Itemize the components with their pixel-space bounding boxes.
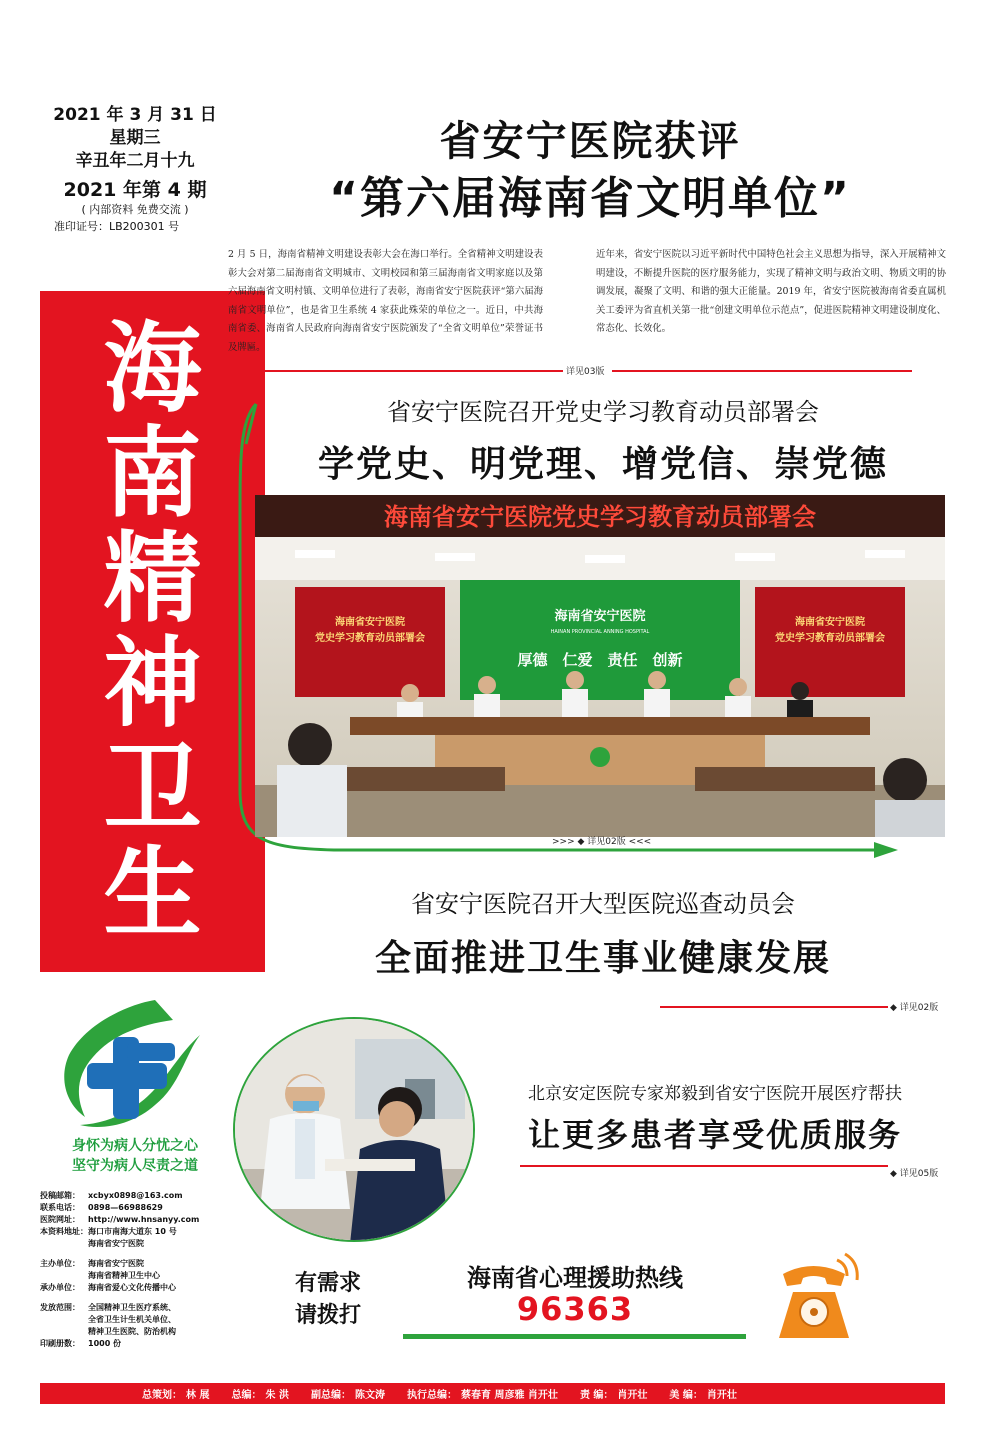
expert-subtitle[interactable]: 北京安定医院专家郑毅到省安宁医院开展医疗帮扶 <box>528 1084 902 1104</box>
permit-number: 准印证号：LB200301 号 <box>54 220 180 233</box>
photo-led-banner-text: 海南省安宁医院党史学习教育动员部署会 <box>384 503 816 531</box>
inspection-divider <box>660 1006 888 1008</box>
credit-label: 总编： <box>231 1390 262 1401</box>
distribution-label <box>40 1314 88 1326</box>
hotline-underline <box>403 1334 746 1339</box>
issue-lunar-date: 辛丑年二月十九 <box>75 151 195 171</box>
party-history-title[interactable]: 学党史、明党理、增党信、崇党德 <box>317 444 888 485</box>
svg-text:海南省安宁医院: 海南省安宁医院 <box>795 617 865 628</box>
svg-text:党史学习教育动员部署会: 党史学习教育动员部署会 <box>775 633 885 644</box>
credit-item <box>580 1386 647 1401</box>
distribution-label: 发放范围： <box>40 1303 80 1312</box>
hotline-prompt <box>295 1268 361 1332</box>
distribution-value: 全国精神卫生医疗系统、 <box>88 1303 176 1312</box>
lead-headline-line2[interactable]: “第六届海南省文明单位” <box>329 173 851 224</box>
contact-row <box>40 1226 260 1238</box>
organizer-value: 海南省精神卫生中心 <box>88 1271 160 1280</box>
credits-footer <box>40 1383 945 1404</box>
green-blue-cross-logo-icon <box>55 995 205 1135</box>
hotline-number[interactable]: 96363 <box>516 1290 634 1328</box>
inspection-see-more[interactable]: ◆ 详见02版 <box>890 1003 939 1013</box>
lead-body-col1: 2 月 5 日，海南省精神文明建设表彰大会在海口举行。全省精神文明建设表彰大会对第二届海南省文明城市、文明校园和第三届海南省文明家庭以及第六届海南省文明村镇、文明单位进行了表彰，海南省安宁医院获评“第六届海南省文明单位”，也是省卫生系统 4 家获此殊荣的单位之一。近日，中共海南省委、海南省人民政府向海南省安宁医院颁发了“全省文明单位”荣誉证书及牌匾。 <box>228 249 543 353</box>
credit-label: 责 编： <box>579 1390 614 1401</box>
hotline-title: 海南省心理援助热线 <box>467 1264 683 1292</box>
contact-label <box>40 1238 88 1250</box>
credit-item <box>231 1386 288 1401</box>
hotline-prompt-line: 请拨打 <box>295 1303 362 1328</box>
expert-consultation-photo <box>233 1017 475 1242</box>
hotline-prompt-line: 有需求 <box>295 1271 362 1296</box>
contact-row <box>40 1214 260 1226</box>
organizer-row <box>40 1282 260 1294</box>
credit-value: 蔡春育 周彦雅 肖开壮 <box>460 1390 558 1401</box>
distribution-value: 精神卫生医院、防治机构 <box>88 1327 176 1336</box>
photo-screen-hospital-name: 海南省安宁医院 <box>554 609 646 624</box>
issue-weekday: 星期三 <box>109 128 161 148</box>
lead-see-more[interactable]: 详见03版 <box>566 367 605 377</box>
expert-divider <box>520 1165 888 1167</box>
organizer-value: 海南省安宁医院 <box>88 1259 144 1268</box>
photo-screen-slogan: 厚德 仁爱 责任 创新 <box>517 651 683 669</box>
contact-label: 投稿邮箱： <box>40 1191 80 1200</box>
paper-name-banner <box>40 291 265 972</box>
svg-text:海南省安宁医院: 海南省安宁医院 <box>335 617 405 628</box>
telephone-icon <box>775 1252 870 1344</box>
contact-row <box>40 1202 260 1214</box>
organizer-row <box>40 1258 260 1270</box>
contact-address: 海口市南海大道东 10 号 <box>88 1227 177 1236</box>
contact-label: 联系电话： <box>40 1203 80 1212</box>
paper-name-char: 精 <box>103 520 202 636</box>
lead-body-col2: 近年来，省安宁医院以习近平新时代中国特色社会主义思想为指导，深入开展精神文明建设，不断提升医院的医疗服务能力，实现了精神文明与政治文明、物质文明的协调发展，凝聚了文明、和谐的强大正能量。2019 年，省安宁医院被海南省委直属机关工委评为省直机关第一批“创建文明单位示范点”，促进医院精神文明建设制度化、常态化、长效化。 <box>596 249 946 334</box>
organizer-row <box>40 1270 260 1282</box>
credit-label: 总策划： <box>142 1390 182 1401</box>
slogan-line: 坚守为病人尽责之道 <box>72 1158 198 1174</box>
svg-text:党史学习教育动员部署会: 党史学习教育动员部署会 <box>315 633 425 644</box>
contact-label: 本资料地址： <box>40 1227 88 1236</box>
party-history-see-more[interactable]: >>> ◆ 详见02版 <<< <box>552 837 652 847</box>
lead-divider-left <box>263 370 563 372</box>
organizer-label <box>40 1270 88 1282</box>
credit-value: 肖开壮 <box>706 1390 737 1401</box>
credit-item <box>669 1386 736 1401</box>
expert-see-more[interactable]: ◆ 详见05版 <box>890 1169 939 1179</box>
print-count: 1000 份 <box>88 1339 122 1348</box>
inspection-title[interactable]: 全面推进卫生事业健康发展 <box>374 938 831 979</box>
internal-note: ( 内部资料 免费交流 ) <box>81 203 189 216</box>
lead-headline-line1[interactable]: 省安宁医院获评 <box>439 117 741 165</box>
contact-phone: 0898—66988629 <box>88 1203 163 1212</box>
contact-website[interactable]: http://www.hnsanyy.com <box>88 1215 200 1224</box>
organizer-label: 主办单位： <box>40 1259 80 1268</box>
distribution-row <box>40 1314 260 1326</box>
paper-name-char: 海 <box>103 310 202 426</box>
contact-email[interactable]: xcbyx0898@163.com <box>88 1191 183 1200</box>
distribution-label <box>40 1326 88 1338</box>
distribution-row <box>40 1326 260 1338</box>
distribution-row <box>40 1338 260 1350</box>
issue-number: 2021 年第 4 期 <box>63 179 207 201</box>
contact-row <box>40 1190 260 1202</box>
contact-address-cont: 海南省安宁医院 <box>88 1239 144 1248</box>
contact-label: 医院网址： <box>40 1215 80 1224</box>
credit-item <box>311 1386 385 1401</box>
party-meeting-photo <box>255 495 945 837</box>
expert-title[interactable]: 让更多患者享受优质服务 <box>527 1116 902 1154</box>
credit-value: 林 展 <box>186 1390 210 1401</box>
paper-name-char: 生 <box>103 836 202 952</box>
contact-row <box>40 1238 260 1250</box>
lead-divider-right <box>612 370 912 372</box>
inspection-subtitle[interactable]: 省安宁医院召开大型医院巡查动员会 <box>411 890 795 918</box>
issue-date: 2021 年 3 月 31 日 <box>53 105 217 125</box>
paper-name-char: 南 <box>103 415 202 531</box>
credit-item <box>407 1386 558 1401</box>
masthead-info <box>40 104 230 236</box>
credit-value: 朱 洪 <box>265 1390 289 1401</box>
photo-screen-hospital-en: HAINAN PROVINCIAL ANNING HOSPITAL <box>550 629 650 635</box>
hospital-slogan <box>40 1136 230 1176</box>
organizer-value: 海南省爱心文化传播中心 <box>88 1283 176 1292</box>
credit-label: 美 编： <box>669 1390 703 1401</box>
distribution-row <box>40 1302 260 1314</box>
credit-label: 执行总编： <box>406 1390 457 1401</box>
distribution-label: 印刷册数： <box>40 1339 80 1348</box>
paper-name-char: 卫 <box>103 731 202 847</box>
credit-label: 副总编： <box>310 1390 351 1401</box>
credit-value: 陈文涛 <box>354 1390 385 1401</box>
credit-item <box>142 1386 209 1401</box>
slogan-line: 身怀为病人分忧之心 <box>72 1138 198 1154</box>
paper-name-char: 神 <box>103 626 202 742</box>
contact-info <box>40 1190 260 1350</box>
credit-value: 肖开壮 <box>617 1390 648 1401</box>
distribution-value: 全省卫生计生机关单位、 <box>88 1315 176 1324</box>
party-history-subtitle[interactable]: 省安宁医院召开党史学习教育动员部署会 <box>387 398 819 426</box>
organizer-label: 承办单位： <box>40 1283 80 1292</box>
